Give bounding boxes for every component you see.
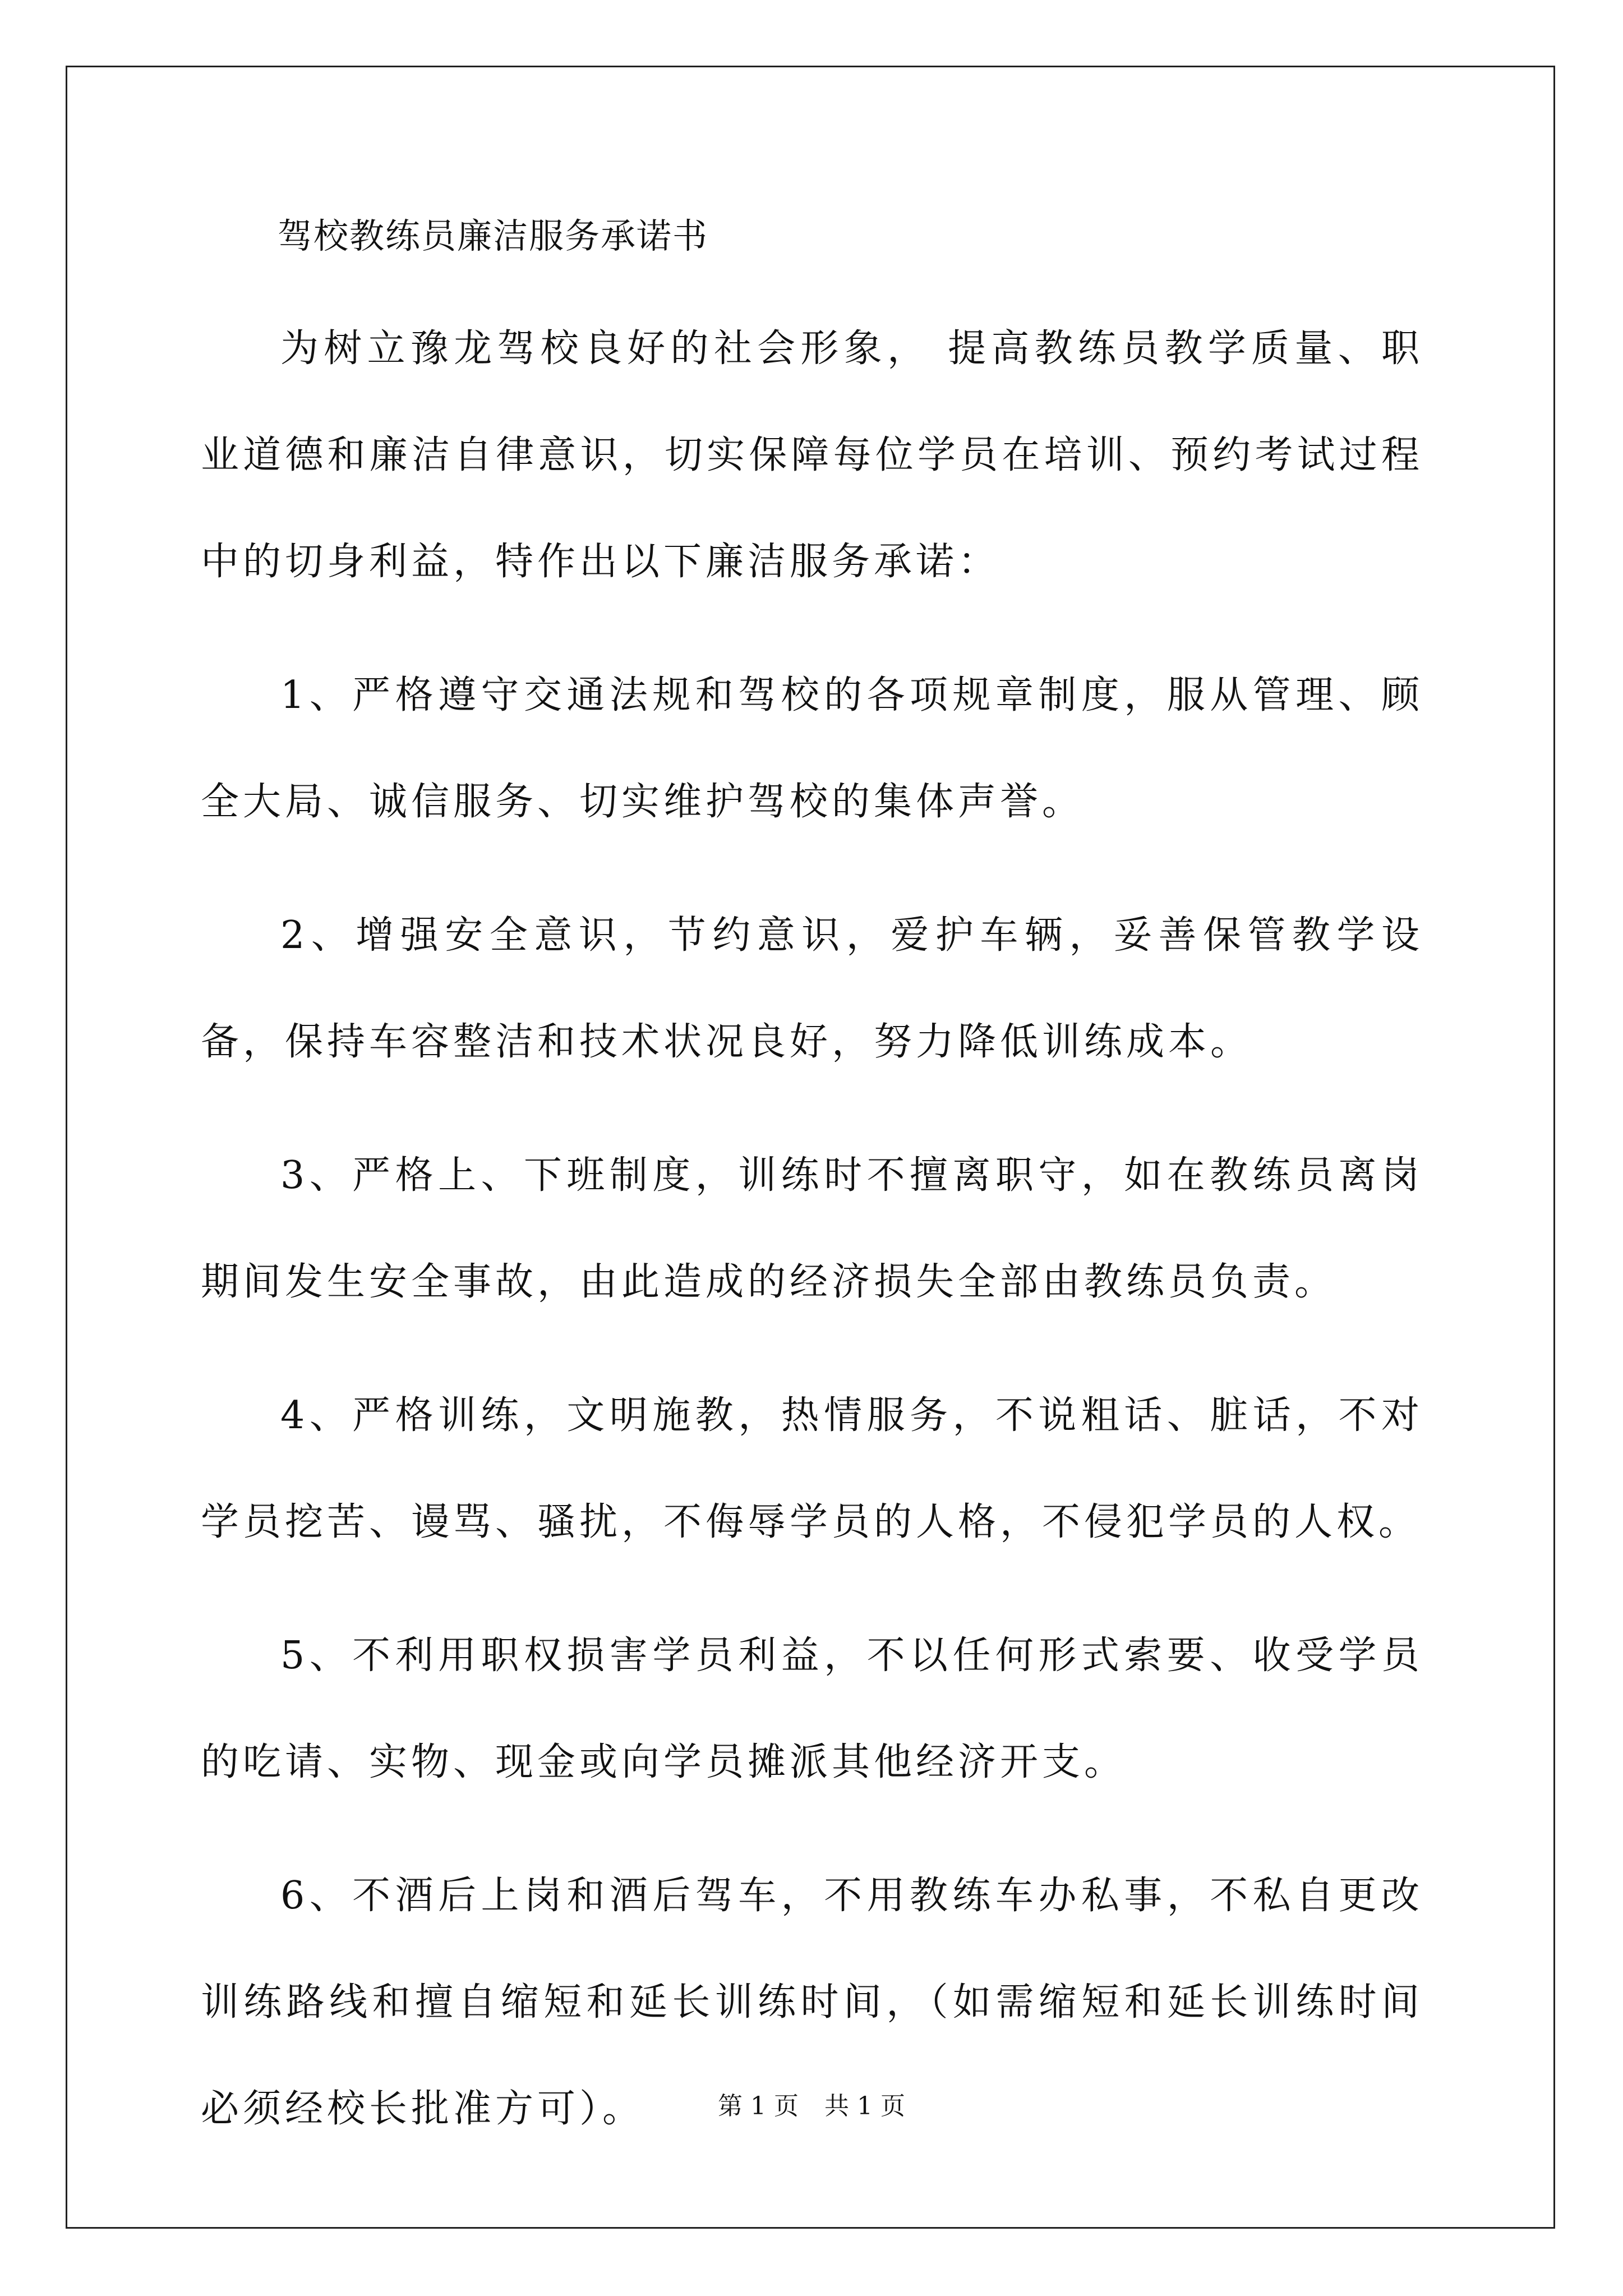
commitment-item-2: 2、增强安全意识，节约意识，爱护车辆，妥善保管教学设备，保持车容整洁和技术状况良好，努力降低训练成本。: [201, 913, 1423, 1064]
commitment-item-4: 4、严格训练，文明施教，热情服务，不说粗话、脏话，不对学员挖苦、谩骂、骚扰，不侮辱学员的人格，不侵犯学员的人权。: [201, 1393, 1423, 1544]
commitment-item-3: 3、严格上、下班制度，训练时不擅离职守，如在教练员离岗期间发生安全事故，由此造成的经济损失全部由教练员负责。: [201, 1153, 1423, 1304]
intro-paragraph: 为树立豫龙驾校良好的社会形象， 提高教练员教学质量、职业道德和廉洁自律意识，切实保障每位学员在培训、预约考试过程中的切身利益，特作出以下廉洁服务承诺：: [201, 326, 1423, 584]
commitment-item-5: 5、不利用职权损害学员利益，不以任何形式索要、收受学员的吃请、实物、现金或向学员摊派其他经济开支。: [201, 1634, 1423, 1784]
document-title: 驾校教练员廉洁服务承诺书: [278, 215, 709, 256]
page-total: 共 1 页: [824, 2092, 905, 2120]
page-number: 第 1 页: [718, 2092, 799, 2120]
commitment-item-6: 6、不酒后上岗和酒后驾车，不用教练车办私事，不私自更改训练路线和擅自缩短和延长训练时间，（如需缩短和延长训练时间必须经校长批准方可）。: [201, 1874, 1423, 2131]
document-body: [201, 199, 1423, 2162]
commitment-item-1: 1、严格遵守交通法规和驾校的各项规章制度，服从管理、顾全大局、诚信服务、切实维护驾校的集体声誉。: [201, 673, 1423, 824]
page-footer: [0, 2090, 1623, 2123]
